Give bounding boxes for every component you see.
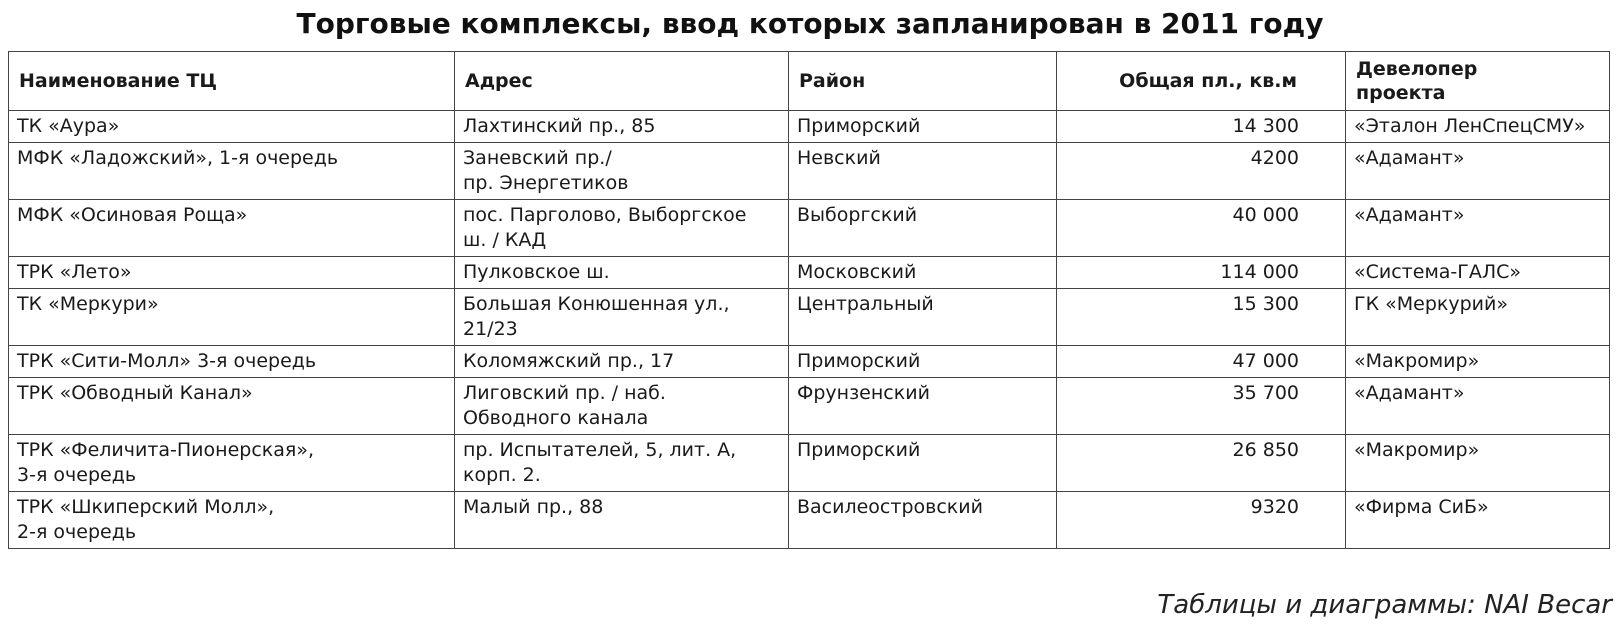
shopping-centers-table	[8, 51, 1610, 549]
cell-developer: «Макромир»	[1346, 346, 1610, 378]
cell-area: 35 700	[1057, 378, 1346, 435]
cell-developer: «Фирма СиБ»	[1346, 492, 1610, 549]
table-header-row	[9, 52, 1610, 111]
cell-district: Московский	[789, 257, 1057, 289]
table-row	[9, 435, 1610, 492]
cell-area: 9320	[1057, 492, 1346, 549]
table-row	[9, 378, 1610, 435]
header-name: Наименование ТЦ	[9, 52, 455, 111]
cell-name: МФК «Осиновая Роща»	[9, 200, 455, 257]
table-row	[9, 289, 1610, 346]
cell-name: ТРК «Сити-Молл» 3-я очередь	[9, 346, 455, 378]
cell-address: пр. Испытателей, 5, лит. А, корп. 2.	[455, 435, 789, 492]
cell-name: ТРК «Феличита-Пионерская», 3-я очередь	[9, 435, 455, 492]
cell-district: Василеостровский	[789, 492, 1057, 549]
header-developer: Девелопер проекта	[1346, 52, 1610, 111]
cell-area: 114 000	[1057, 257, 1346, 289]
cell-address: Пулковское ш.	[455, 257, 789, 289]
cell-area: 40 000	[1057, 200, 1346, 257]
header-area: Общая пл., кв.м	[1057, 52, 1346, 111]
cell-district: Приморский	[789, 346, 1057, 378]
cell-name: ТРК «Шкиперский Молл», 2-я очередь	[9, 492, 455, 549]
cell-name: МФК «Ладожский», 1-я очередь	[9, 143, 455, 200]
table-row	[9, 143, 1610, 200]
cell-address: Лиговский пр. / наб. Обводного канала	[455, 378, 789, 435]
cell-district: Центральный	[789, 289, 1057, 346]
cell-developer: «Система-ГАЛС»	[1346, 257, 1610, 289]
cell-developer: ГК «Меркурий»	[1346, 289, 1610, 346]
table-row	[9, 492, 1610, 549]
cell-district: Невский	[789, 143, 1057, 200]
cell-address: Лахтинский пр., 85	[455, 111, 789, 143]
cell-area: 4200	[1057, 143, 1346, 200]
cell-name: ТК «Меркури»	[9, 289, 455, 346]
cell-name: ТК «Аура»	[9, 111, 455, 143]
cell-area: 15 300	[1057, 289, 1346, 346]
cell-developer: «Адамант»	[1346, 200, 1610, 257]
cell-address: Малый пр., 88	[455, 492, 789, 549]
cell-area: 47 000	[1057, 346, 1346, 378]
cell-district: Приморский	[789, 111, 1057, 143]
cell-address: Большая Конюшенная ул., 21/23	[455, 289, 789, 346]
page-title: Торговые комплексы, ввод которых запланирован в 2011 году	[296, 7, 1324, 40]
table-row	[9, 257, 1610, 289]
cell-district: Выборгский	[789, 200, 1057, 257]
cell-address: пос. Парголово, Выборгское ш. / КАД	[455, 200, 789, 257]
cell-area: 26 850	[1057, 435, 1346, 492]
header-address: Адрес	[455, 52, 789, 111]
cell-name: ТРК «Обводный Канал»	[9, 378, 455, 435]
cell-area: 14 300	[1057, 111, 1346, 143]
cell-developer: «Эталон ЛенСпецСМУ»	[1346, 111, 1610, 143]
cell-address: Заневский пр./ пр. Энергетиков	[455, 143, 789, 200]
cell-developer: «Адамант»	[1346, 378, 1610, 435]
table-row	[9, 111, 1610, 143]
table-row	[9, 346, 1610, 378]
cell-name: ТРК «Лето»	[9, 257, 455, 289]
table-row	[9, 200, 1610, 257]
header-district: Район	[789, 52, 1057, 111]
cell-address: Коломяжский пр., 17	[455, 346, 789, 378]
cell-district: Приморский	[789, 435, 1057, 492]
cell-developer: «Макромир»	[1346, 435, 1610, 492]
cell-developer: «Адамант»	[1346, 143, 1610, 200]
cell-district: Фрунзенский	[789, 378, 1057, 435]
source-caption: Таблицы и диаграммы: NAI Becar	[1157, 590, 1612, 620]
